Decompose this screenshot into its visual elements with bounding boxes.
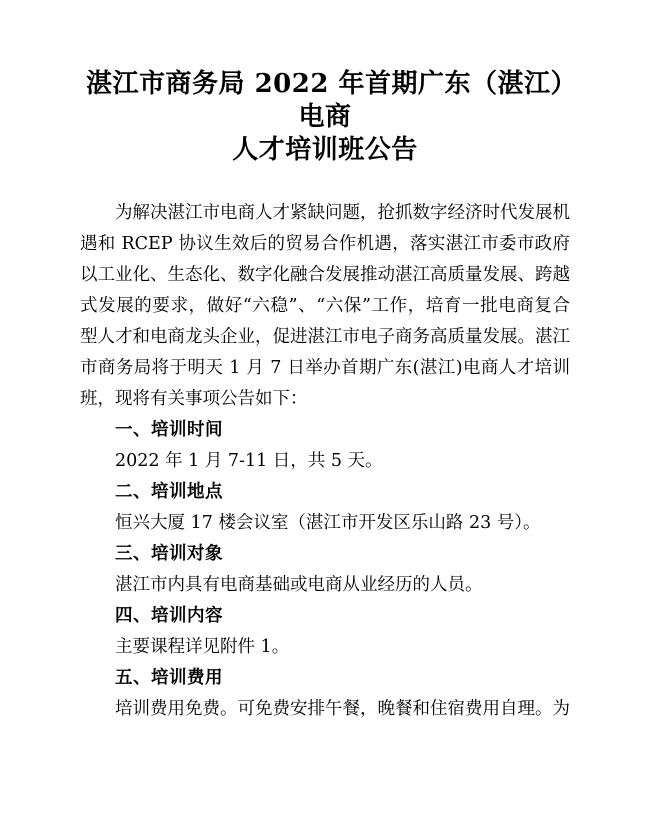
intro-paragraph: 为解决湛江市电商人才紧缺问题，抢抓数字经济时代发展机遇和 RCEP 协议生效后的贸易合作机遇，落实湛江市委市政府以工业化、生态化、数字化融合发展推动湛江高质量发展、跨越式发展的要求，做好“六稳”、“六保”工作，培育一批电商复合型人才和电商龙头企业，促进湛江市电子商务高质量发展。湛江市商务局将于明天 1 月 7 日举办首期广东(湛江)电商人才培训班，现将有关事项公告如下： — [80, 203, 570, 409]
document-title-line-2: 人才培训班公告 — [232, 135, 418, 165]
section-heading-training-content: 四、培训内容 — [115, 606, 223, 626]
document-title — [80, 68, 570, 167]
section-body-training-audience: 湛江市内具有电商基础或电商从业经历的人员。 — [115, 575, 483, 595]
section-body-training-location: 恒兴大厦 17 楼会议室（湛江市开发区乐山路 23 号）。 — [115, 513, 541, 533]
section-heading-training-time: 一、培训时间 — [115, 420, 223, 440]
section-heading-training-fee: 五、培训费用 — [115, 668, 223, 688]
section-heading-training-audience: 三、培训对象 — [115, 544, 223, 564]
document-title-line-1: 湛江市商务局 2022 年首期广东（湛江）电商 — [86, 69, 564, 132]
section-body-training-fee: 培训费用免费。可免费安排午餐，晚餐和住宿费用自理。为 — [115, 699, 570, 719]
section-body-training-content: 主要课程详见附件 1。 — [115, 637, 290, 657]
section-heading-training-location: 二、培训地点 — [115, 482, 223, 502]
section-body-training-time: 2022 年 1 月 7-11 日，共 5 天。 — [115, 451, 383, 471]
